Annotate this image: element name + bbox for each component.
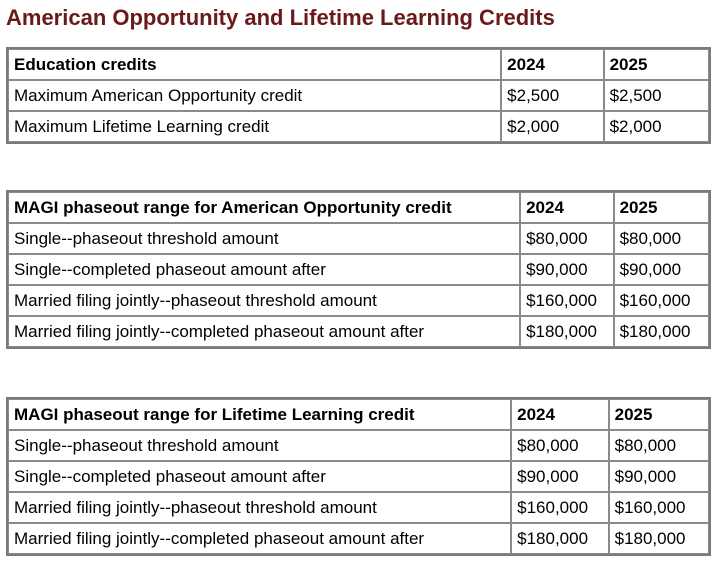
value-2024: $90,000 — [520, 254, 614, 285]
llc-phaseout-table — [6, 397, 711, 556]
row-label: Single--completed phaseout amount after — [8, 254, 520, 285]
row-label: Single--phaseout threshold amount — [8, 430, 511, 461]
table-row — [8, 254, 709, 285]
header-label: MAGI phaseout range for Lifetime Learning credit — [8, 399, 511, 430]
value-2024: $2,500 — [501, 80, 603, 111]
header-year-2025: 2025 — [609, 399, 709, 430]
table-header-row — [8, 192, 709, 223]
value-2025: $180,000 — [614, 316, 709, 347]
header-year-2024: 2024 — [501, 49, 603, 80]
value-2024: $160,000 — [520, 285, 614, 316]
value-2025: $2,500 — [604, 80, 709, 111]
value-2024: $160,000 — [511, 492, 608, 523]
table-row — [8, 430, 709, 461]
header-year-2024: 2024 — [511, 399, 608, 430]
value-2024: $2,000 — [501, 111, 603, 142]
value-2025: $80,000 — [609, 430, 709, 461]
aoc-phaseout-table — [6, 190, 711, 349]
value-2025: $180,000 — [609, 523, 709, 554]
row-label: Married filing jointly--completed phaseout amount after — [8, 523, 511, 554]
value-2024: $180,000 — [520, 316, 614, 347]
header-year-2025: 2025 — [604, 49, 709, 80]
row-label: Married filing jointly--phaseout threshold amount — [8, 285, 520, 316]
value-2025: $90,000 — [614, 254, 709, 285]
value-2025: $90,000 — [609, 461, 709, 492]
header-label: MAGI phaseout range for American Opportunity credit — [8, 192, 520, 223]
table-header-row — [8, 399, 709, 430]
table-row — [8, 111, 709, 142]
row-label: Maximum Lifetime Learning credit — [8, 111, 501, 142]
row-label: Married filing jointly--phaseout threshold amount — [8, 492, 511, 523]
value-2025: $2,000 — [604, 111, 709, 142]
table-header-row — [8, 49, 709, 80]
row-label: Maximum American Opportunity credit — [8, 80, 501, 111]
header-year-2024: 2024 — [520, 192, 614, 223]
value-2024: $80,000 — [511, 430, 608, 461]
header-year-2025: 2025 — [614, 192, 709, 223]
row-label: Married filing jointly--completed phaseout amount after — [8, 316, 520, 347]
table-row — [8, 316, 709, 347]
row-label: Single--completed phaseout amount after — [8, 461, 511, 492]
value-2024: $180,000 — [511, 523, 608, 554]
header-label: Education credits — [8, 49, 501, 80]
education-credits-table — [6, 47, 711, 144]
table-row — [8, 80, 709, 111]
table-row — [8, 492, 709, 523]
value-2024: $80,000 — [520, 223, 614, 254]
table-row — [8, 461, 709, 492]
value-2025: $80,000 — [614, 223, 709, 254]
table-row — [8, 523, 709, 554]
value-2025: $160,000 — [609, 492, 709, 523]
row-label: Single--phaseout threshold amount — [8, 223, 520, 254]
table-row — [8, 285, 709, 316]
table-row — [8, 223, 709, 254]
value-2024: $90,000 — [511, 461, 608, 492]
page-title: American Opportunity and Lifetime Learning Credits — [6, 5, 555, 30]
value-2025: $160,000 — [614, 285, 709, 316]
